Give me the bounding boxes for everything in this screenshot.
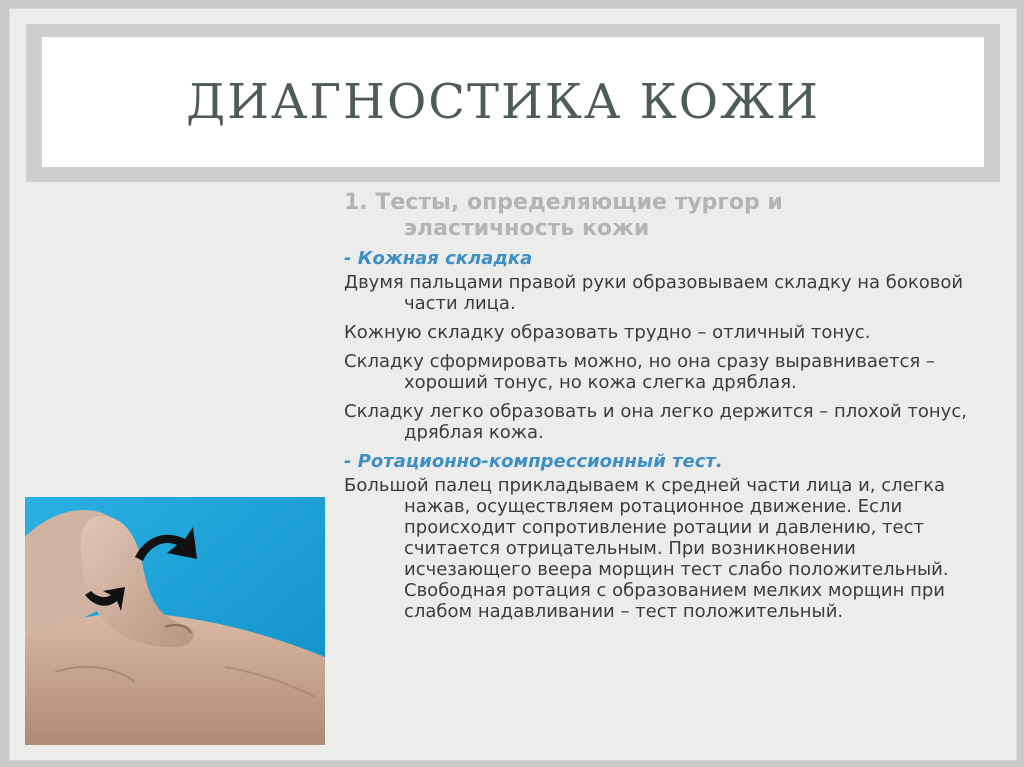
title-box	[42, 37, 984, 167]
subsection-label-rotation-test: - Ротационно-компрессионный тест.	[344, 451, 723, 472]
paragraph: Двумя пальцами правой руки образовываем складку на боковой части лица.	[344, 272, 964, 314]
slide-title: ДИАГНОСТИКА КОЖИ	[186, 74, 820, 130]
section-heading	[344, 190, 984, 242]
paragraph: Большой палец прикладываем к средней части лица и, слегка нажав, осуществляем ротационное движение. Если происходит сопротивление ротации и давлению, тест считается отрицательным. При возникновении исчезающего веера морщин тест слабо положительный. Свободная ротация с образованием мелких морщин при слабом надавливании – тест положительный.	[344, 475, 949, 622]
content-area	[344, 190, 984, 630]
slide	[9, 8, 1017, 761]
paragraph: Складку сформировать можно, но она сразу выравнивается – хороший тонус, но кожа слегка дряблая.	[344, 351, 935, 393]
paragraph: Кожную складку образовать трудно – отличный тонус.	[344, 322, 871, 343]
heading-line-2: эластичность кожи	[404, 216, 650, 241]
subsection-label-skin-fold: - Кожная складка	[344, 248, 533, 269]
thumb-press-photo	[25, 497, 325, 745]
paragraph: Складку легко образовать и она легко держится – плохой тонус, дряблая кожа.	[344, 401, 967, 443]
heading-line-1: 1. Тесты, определяющие тургор и	[344, 190, 783, 215]
